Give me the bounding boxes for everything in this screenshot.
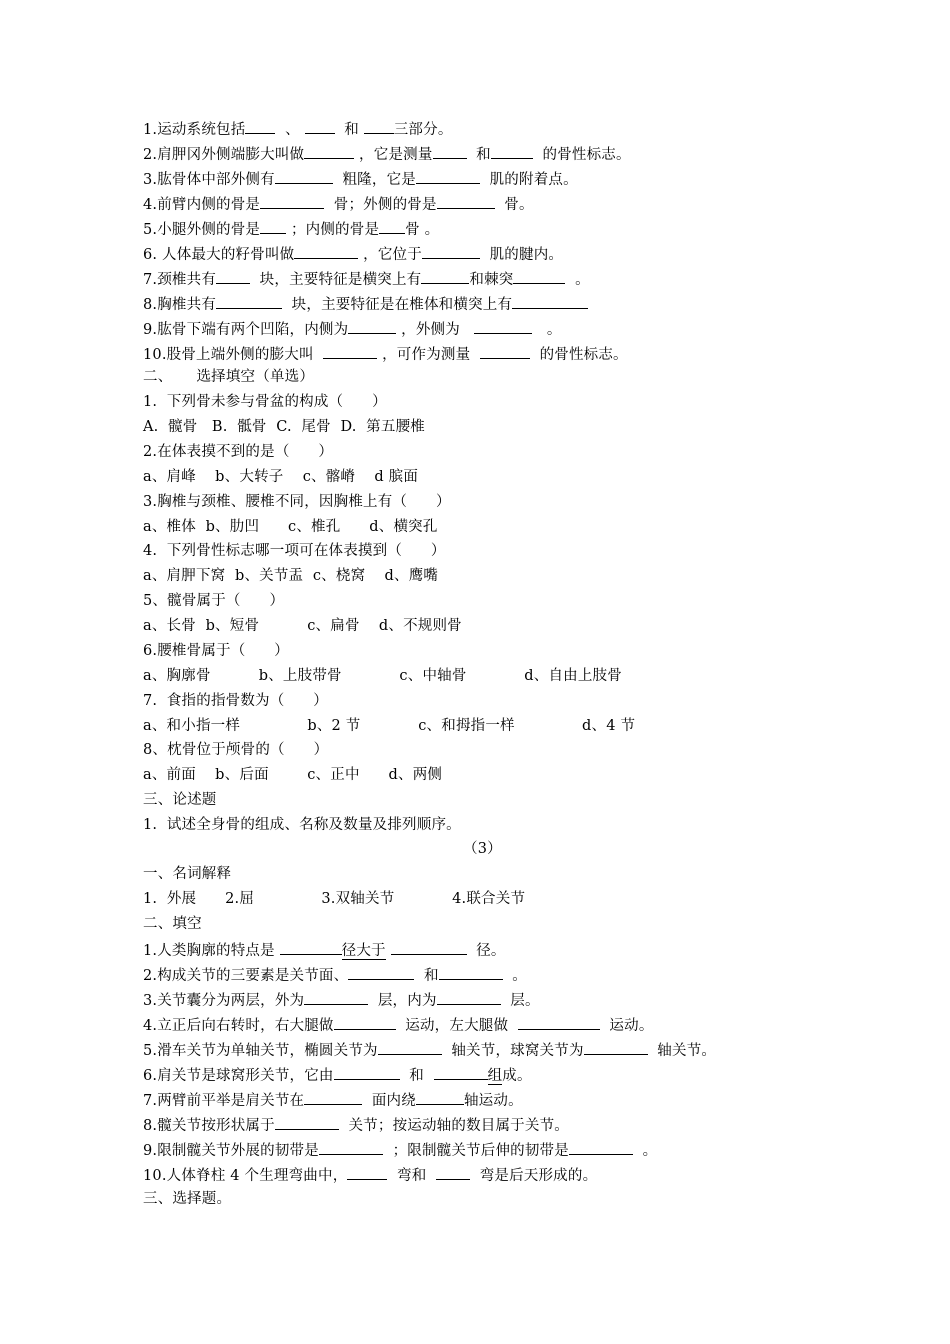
text: ；限制髋关节后伸的韧带是 <box>392 1143 569 1159</box>
text: 粗隆，它是 <box>342 172 416 188</box>
choice-line: a、前面 b、后面 c、正中 d、两侧 <box>143 767 443 783</box>
blank <box>348 319 396 334</box>
text: 6. 人体最大的籽骨叫做 <box>143 247 295 263</box>
text: 3.肱骨体中部外侧有 <box>143 172 275 188</box>
choice-line: a、椎体 b、肋凹 c、椎孔 d、横突孔 <box>143 519 438 535</box>
text: 。 <box>642 1143 658 1159</box>
p3-fill-item-9 <box>143 1140 657 1160</box>
section-heading-choice-3: 三、选择题。 <box>143 1191 232 1207</box>
text: 3.关节囊分为两层，外为 <box>143 993 305 1009</box>
blank <box>275 169 333 184</box>
p3-fill-item-1 <box>143 940 506 960</box>
text: 和 <box>344 122 359 138</box>
blank <box>416 169 480 184</box>
fill-item-10 <box>143 344 628 364</box>
choice-line: 4. 下列骨性标志哪一项可在体表摸到（ ） <box>143 543 446 559</box>
blank <box>491 144 533 159</box>
blank <box>304 990 368 1005</box>
blank <box>437 990 501 1005</box>
text: 块，主要特征是在椎体和横突上有 <box>291 297 513 313</box>
blank <box>216 269 250 284</box>
text: ，外侧为 <box>401 322 460 338</box>
blank <box>280 940 342 955</box>
choice-line: a、长骨 b、短骨 c、扁骨 d、不规则骨 <box>143 618 462 634</box>
text: 层。 <box>510 993 540 1009</box>
fill-item-1 <box>143 119 453 139</box>
choice-line: A. 髋骨 B. 骶骨 C. 尾骨 D. 第五腰椎 <box>143 419 425 435</box>
p3-fill-item-8 <box>143 1115 569 1135</box>
fill-item-6 <box>143 244 563 264</box>
section-heading-essay: 三、论述题 <box>143 792 217 808</box>
text: 7.两臂前平举是肩关节在 <box>143 1093 305 1109</box>
text: 轴关节。 <box>657 1043 717 1059</box>
blank <box>364 119 394 134</box>
fill-item-9 <box>143 319 562 339</box>
section-heading-choice: 二、 选择填空（单选） <box>143 369 315 385</box>
text: 。 <box>512 968 527 984</box>
part-number: （3） <box>463 841 502 857</box>
text: 和 <box>409 1068 424 1084</box>
blank <box>305 119 335 134</box>
text: ，可作为测量 <box>382 347 471 363</box>
text: 轴关节，球窝关节为 <box>451 1043 584 1059</box>
blank <box>437 194 495 209</box>
blank <box>433 144 467 159</box>
choice-line: 1. 下列骨未参与骨盆的构成（ ） <box>143 394 387 410</box>
section-heading-fill: 二、填空 <box>143 916 202 932</box>
text: 10.股骨上端外侧的膨大叫 <box>143 347 314 363</box>
choice-line: a、肩峰 b、大转子 c、髂嵴 d 膑面 <box>143 469 419 485</box>
blank <box>512 294 588 309</box>
blank <box>513 269 565 284</box>
choice-line: 7. 食指的指骨数为（ ） <box>143 693 329 709</box>
text: 肌的附着点。 <box>489 172 578 188</box>
blank <box>416 1090 464 1105</box>
text: 关节；按运动轴的数目属于关节。 <box>348 1118 569 1134</box>
blank <box>260 219 286 234</box>
fill-item-2 <box>143 144 631 164</box>
text: 1.运动系统包括 <box>143 122 246 138</box>
text: ；内侧的骨是 <box>290 222 380 238</box>
choice-line: 6.腰椎骨属于（ ） <box>143 643 289 659</box>
blank <box>584 1040 648 1055</box>
text: 10.人体脊柱 4 个生理弯曲中， <box>143 1168 348 1184</box>
text: 7.颈椎共有 <box>143 272 217 288</box>
text: 骨。 <box>504 197 534 213</box>
blank <box>334 1065 400 1080</box>
choice-line: a、和小指一样 b、2 节 c、和拇指一样 d、4 节 <box>143 718 636 734</box>
blank <box>334 1015 396 1030</box>
blank <box>421 269 469 284</box>
text: 、 <box>285 122 300 138</box>
text: 5.滑车关节为单轴关节，椭圆关节为 <box>143 1043 378 1059</box>
text: 块，主要特征是横突上有 <box>259 272 422 288</box>
blank <box>347 1165 387 1180</box>
choice-line: 3.胸椎与颈椎、腰椎不同，因胸椎上有（ ） <box>143 494 451 510</box>
underlined-text: 组 <box>487 1068 503 1084</box>
text: 径。 <box>476 943 506 959</box>
blank <box>275 1115 339 1130</box>
underlined-text: 径大于 <box>341 943 386 959</box>
p3-fill-item-10 <box>143 1165 597 1185</box>
text: 面内绕 <box>371 1093 416 1109</box>
text: 。 <box>546 322 562 338</box>
blank <box>245 119 275 134</box>
p3-fill-item-3 <box>143 990 540 1010</box>
text: 8.胸椎共有 <box>143 297 217 313</box>
text: 的骨性标志。 <box>542 147 631 163</box>
blank <box>304 1090 362 1105</box>
text: 运动。 <box>609 1018 654 1034</box>
text: 层，内为 <box>377 993 437 1009</box>
blank <box>480 344 530 359</box>
text: 4.前臂内侧的骨是 <box>143 197 261 213</box>
blank <box>323 344 377 359</box>
choice-line: 5、髋骨属于（ ） <box>143 593 285 609</box>
fill-item-7 <box>143 269 590 289</box>
essay-question: 1. 试述全身骨的组成、名称及数量及排列顺序。 <box>143 817 461 833</box>
text: ，它位于 <box>363 247 422 263</box>
choice-line: a、胸廓骨 b、上肢带骨 c、中轴骨 d、自由上肢骨 <box>143 668 622 684</box>
p3-fill-item-4 <box>143 1015 654 1035</box>
text: 成。 <box>502 1068 532 1084</box>
text: 2.肩胛冈外侧端膨大叫做 <box>143 147 305 163</box>
blank <box>319 1140 383 1155</box>
text: 9.肱骨下端有两个凹陷，内侧为 <box>143 322 349 338</box>
text: 和 <box>423 968 439 984</box>
text: 弯是后天形成的。 <box>479 1168 598 1184</box>
text: 。 <box>575 272 590 288</box>
text: 5.小腿外侧的骨是 <box>143 222 261 238</box>
p3-fill-item-7 <box>143 1090 523 1110</box>
text: 和 <box>476 147 491 163</box>
text: 肌的腱内。 <box>489 247 564 263</box>
blank <box>518 1015 600 1030</box>
fill-item-5 <box>143 219 439 239</box>
p3-fill-item-5 <box>143 1040 716 1060</box>
blank <box>348 965 414 980</box>
text: 6.肩关节是球窝形关节，它由 <box>143 1068 334 1084</box>
text: 弯和 <box>397 1168 427 1184</box>
p3-fill-item-2 <box>143 965 527 985</box>
blank <box>439 965 503 980</box>
text: 8.髋关节按形状属于 <box>143 1118 275 1134</box>
blank <box>304 144 354 159</box>
blank <box>569 1140 633 1155</box>
fill-item-8 <box>143 294 588 314</box>
blank <box>434 1065 488 1080</box>
text: 骨 。 <box>405 222 440 238</box>
text: 骨；外侧的骨是 <box>333 197 437 213</box>
text: ，它是测量 <box>359 147 433 163</box>
choice-line: a、肩胛下窝 b、关节盂 c、桡窝 d、鹰嘴 <box>143 568 439 584</box>
blank <box>391 940 467 955</box>
blank <box>422 244 480 259</box>
blank <box>294 244 358 259</box>
choice-line: 2.在体表摸不到的是（ ） <box>143 444 334 460</box>
text: 和棘突 <box>469 272 514 288</box>
blank <box>216 294 282 309</box>
section-heading-terms: 一、名词解释 <box>143 866 232 882</box>
text: 轴运动。 <box>463 1093 523 1109</box>
terms-line: 1. 外展 2.屈 3.双轴关节 4.联合关节 <box>143 891 526 907</box>
text: 1.人类胸廓的特点是 <box>143 943 275 959</box>
text: 的骨性标志。 <box>539 347 628 363</box>
fill-item-3 <box>143 169 578 189</box>
blank <box>379 219 405 234</box>
blank <box>436 1165 470 1180</box>
blank <box>378 1040 442 1055</box>
text: 运动，左大腿做 <box>405 1018 509 1034</box>
text: 9.限制髋关节外展的韧带是 <box>143 1143 319 1159</box>
text: 三部分。 <box>393 122 453 138</box>
blank <box>260 194 324 209</box>
fill-item-4 <box>143 194 534 214</box>
text: 2.构成关节的三要素是关节面、 <box>143 968 349 984</box>
choice-line: 8、枕骨位于颅骨的（ ） <box>143 742 329 758</box>
p3-fill-item-6 <box>143 1065 532 1085</box>
blank <box>474 319 532 334</box>
text: 4.立正后向右转时，右大腿做 <box>143 1018 334 1034</box>
